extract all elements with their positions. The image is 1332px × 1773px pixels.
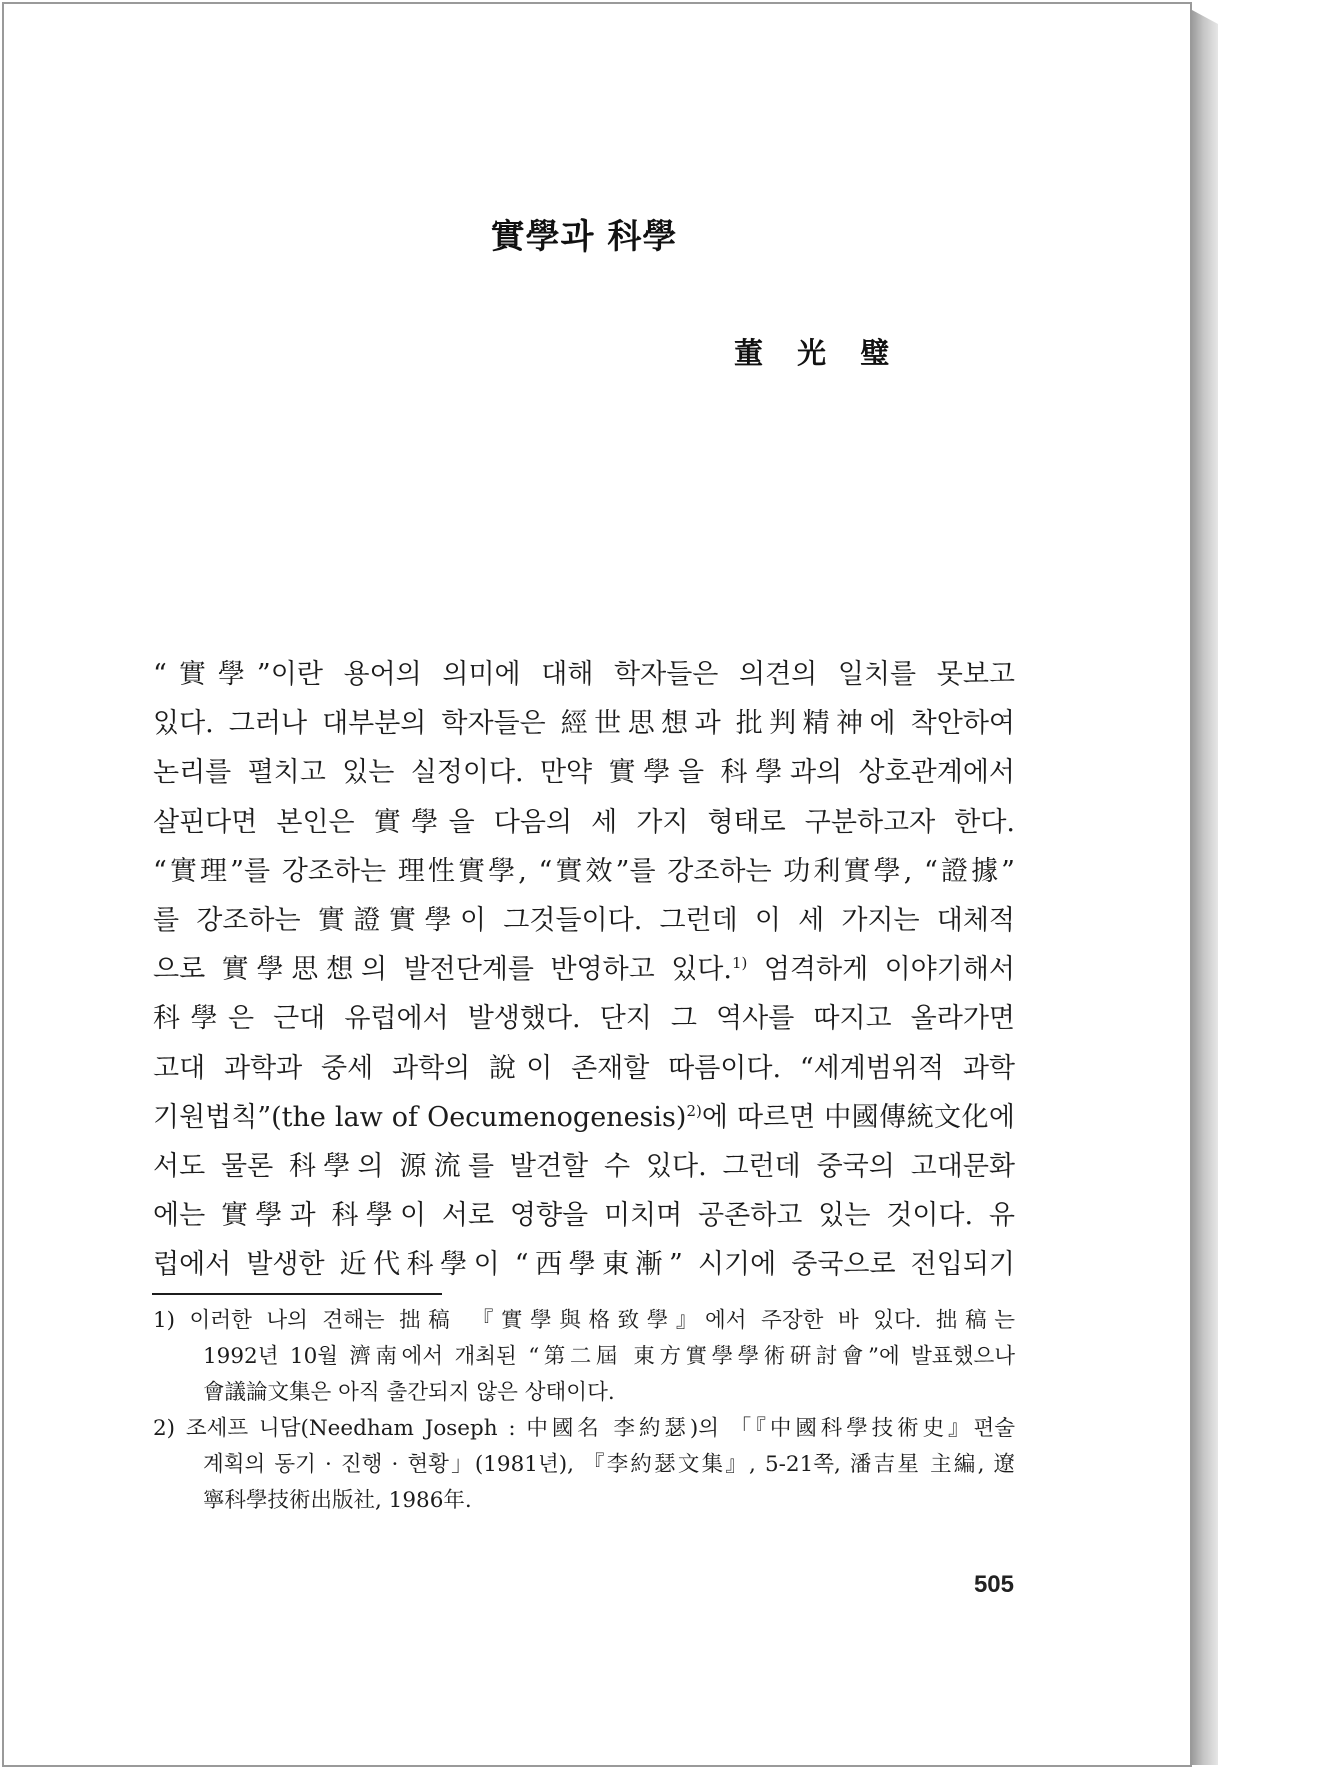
footnote-ref-2: 2) <box>686 1101 702 1120</box>
body-line: 科學은 근대 유럽에서 발생했다. 단지 그 역사를 따지고 올라가면 <box>153 1003 1015 1035</box>
footnote-2-line: 계획의 동기 · 진행 · 현황」(1981년), 『李約瑟文集』, 5-21쪽, 潘吉星 主編, 遼 <box>203 1452 1015 1477</box>
body-line: 럽에서 발생한 近代科學이 “西學東漸” 시기에 중국으로 전입되기 <box>153 1249 1015 1281</box>
document-page <box>2 2 1192 1767</box>
body-line: 고대 과학과 중세 과학의 說이 존재할 따름이다. “세계범위적 과학 <box>153 1052 1015 1084</box>
author-name: 董 光 璧 <box>734 336 902 370</box>
body-line: “實學”이란 용어의 의미에 대해 학자들은 의견의 일치를 못보고 <box>153 659 1015 690</box>
page-title: 實學과 科學 <box>490 217 678 257</box>
body-line: 있다. 그러나 대부분의 학자들은 經世思想과 批判精神에 착안하여 <box>153 708 1015 740</box>
body-line-text: 기원법칙”(the law of Oecumenogenesis) <box>153 1101 687 1133</box>
body-line: 논리를 펼치고 있는 실정이다. 만약 實學을 科學과의 상호관계에서 <box>153 757 1015 789</box>
body-line: 서도 물론 科學의 源流를 발견할 수 있다. 그런데 중국의 고대문화 <box>153 1150 1015 1182</box>
footnote-ref-1: 1) <box>731 954 748 973</box>
footnote-2-line: 寧科學技術出版社, 1986年. <box>203 1488 472 1513</box>
footnote-1-line: 會議論文集은 아직 출간되지 않은 상태이다. <box>203 1380 615 1405</box>
body-line-text: 으로 實學思想의 발전단계를 반영하고 있다. <box>153 954 732 986</box>
footnote-1-line: 1) 이러한 나의 견해는 拙稿 『實學與格致學』에서 주장한 바 있다. 拙稿는 <box>153 1308 1015 1333</box>
body-line <box>153 1093 1015 1142</box>
page-number: 505 <box>973 1571 1014 1598</box>
body-line-text: 엄격하게 이야기해서 <box>747 954 1016 986</box>
page-edge-shadow <box>1192 10 1218 1765</box>
body-line: 를 강조하는 實證實學이 그것들이다. 그런데 이 세 가지는 대체적 <box>153 904 1015 936</box>
footnote-divider <box>152 1293 442 1295</box>
body-line <box>153 945 1015 994</box>
body-line: 에는 實學과 科學이 서로 영향을 미치며 공존하고 있는 것이다. 유 <box>153 1200 1015 1232</box>
footnotes <box>153 1303 1015 1519</box>
body-paragraph <box>153 650 1015 1289</box>
body-line: “實理”를 강조하는 理性實學, “實效”를 강조하는 功利實學, “證據” <box>153 855 1015 887</box>
body-line: 살핀다면 본인은 實學을 다음의 세 가지 형태로 구분하고자 한다. <box>153 806 1015 838</box>
page-content <box>4 4 1194 1769</box>
footnote-1-line: 1992년 10월 濟南에서 개최된 “第二屆 東方實學學術硏討會”에 발표했으나 <box>203 1344 1015 1369</box>
body-line-text: 에 따르면 中國傳統文化에 <box>701 1101 1015 1133</box>
footnote-2-line: 2) 조세프 니담(Needham Joseph : 中國名 李約瑟)의 「『中國科學技術史』편술 <box>153 1416 1015 1441</box>
